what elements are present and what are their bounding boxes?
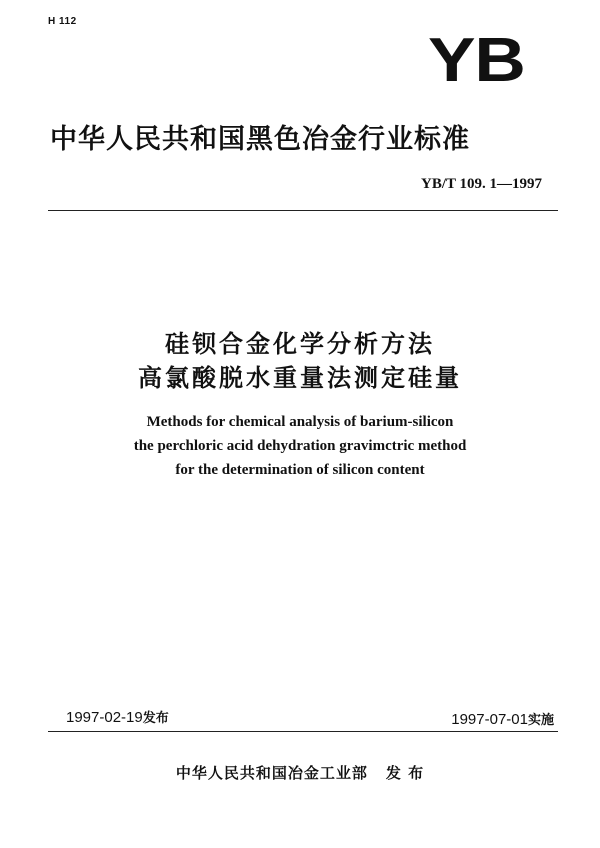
english-title-line-1: Methods for chemical analysis of barium-silicon <box>146 414 454 430</box>
footer-divider <box>48 731 558 732</box>
implementation-date-value: 1997-07-01 <box>451 711 528 728</box>
header-divider <box>48 210 558 211</box>
standard-category-title: 中华人民共和国黑色冶金行业标准 <box>50 124 470 155</box>
english-title-line-2: the perchloric acid dehydration gravimctric method <box>133 438 467 454</box>
publisher <box>0 762 600 783</box>
chinese-title-line-2: 高氯酸脱水重量法测定硅量 <box>138 364 462 392</box>
publisher-issue-label: 发 布 <box>385 764 425 782</box>
issue-date-label: 发布 <box>142 711 169 726</box>
chinese-title-line-1: 硅钡合金化学分析方法 <box>165 330 435 358</box>
chinese-title <box>0 327 600 395</box>
implementation-date <box>451 709 554 728</box>
issuing-body: 中华人民共和国冶金工业部 <box>175 764 368 782</box>
yb-logo: YB <box>428 26 525 95</box>
implementation-date-label: 实施 <box>527 713 554 728</box>
classification-code: H 112 <box>48 16 77 27</box>
english-title-line-3: for the determination of silicon content <box>175 462 425 478</box>
issue-date <box>66 707 169 726</box>
standard-number: YB/T 109. 1—1997 <box>421 176 542 192</box>
issue-date-value: 1997-02-19 <box>66 709 143 726</box>
english-title <box>0 410 600 482</box>
